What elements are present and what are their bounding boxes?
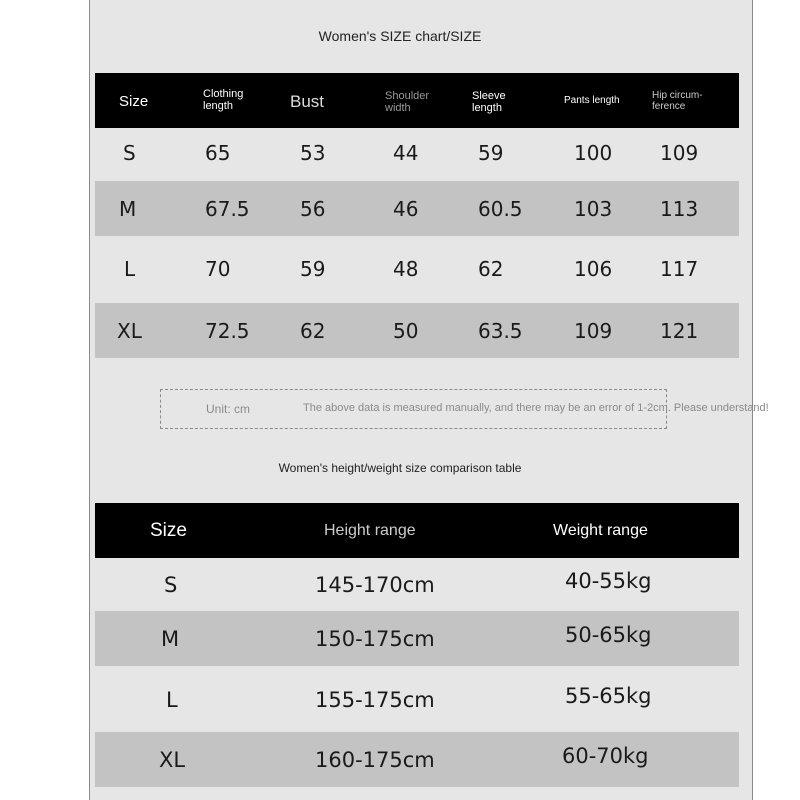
header-sleeve-length [472,91,506,114]
header-hip-circumference [652,91,703,112]
cell-hip: 109 [660,140,699,165]
table-row [95,241,739,296]
cell-pants: 100 [574,140,613,165]
cell-shoulder: 50 [393,318,419,343]
header-weight-range: Weight range [553,521,648,539]
cell-sleeve: 62 [478,256,504,281]
unit-label: Unit: cm [206,402,251,416]
height-chart-title: Women's height/weight size comparison table [278,461,522,475]
table-row [95,672,739,727]
header-height-range: Height range [324,521,416,539]
cell-hip: 113 [660,196,699,221]
cell-clothing: 72.5 [205,318,250,343]
cell-size: XL [159,747,186,772]
cell-size: L [124,256,136,281]
cell-clothing: 67.5 [205,196,250,221]
header-clothing-length [203,89,243,112]
cell-weight: 50-65kg [565,622,652,647]
header-shoulder-width [385,91,429,114]
cell-shoulder: 44 [393,140,419,165]
cell-bust: 59 [300,256,326,281]
header-clothing-line2: length [203,99,233,112]
cell-pants: 106 [574,256,613,281]
cell-shoulder: 48 [393,256,419,281]
header-size: Size [150,519,187,541]
cell-sleeve: 60.5 [478,196,523,221]
table-row [95,303,739,358]
cell-clothing: 70 [205,256,231,281]
table-row [95,557,739,612]
cell-height: 145-170cm [315,572,435,597]
cell-hip: 121 [660,318,699,343]
cell-bust: 53 [300,140,326,165]
header-pants-length: Pants length [564,95,620,106]
header-hip-line2: ference [652,100,686,112]
cell-size: L [166,687,178,712]
cell-height: 160-175cm [315,747,435,772]
header-clothing-line1: Clothing [203,88,244,100]
table-row [95,125,739,180]
cell-shoulder: 46 [393,196,419,221]
cell-weight: 40-55kg [565,568,652,593]
measurement-note: The above data is measured manually, and there may be an error of 1-2cm. Please understand! [303,402,769,414]
cell-weight: 55-65kg [565,683,652,708]
cell-hip: 117 [660,256,699,281]
height-chart-header [95,503,739,558]
header-sleeve-line2: length [472,101,502,114]
size-chart-title: Women's SIZE chart/SIZE [318,28,482,44]
cell-weight: 60-70kg [562,743,649,768]
header-bust: Bust [290,92,325,111]
cell-bust: 62 [300,318,326,343]
cell-height: 150-175cm [315,626,435,651]
table-row [95,611,739,666]
cell-size: M [119,196,137,221]
cell-sleeve: 59 [478,140,504,165]
header-size: Size [119,93,149,110]
table-row [95,181,739,236]
cell-size: S [123,140,136,165]
cell-size: S [164,572,178,597]
table-row [95,732,739,787]
cell-clothing: 65 [205,140,231,165]
header-shoulder-line2: width [385,101,411,114]
size-chart-header [95,73,739,128]
cell-pants: 103 [574,196,613,221]
cell-height: 155-175cm [315,687,435,712]
header-sleeve-line1: Sleeve [472,90,506,102]
cell-sleeve: 63.5 [478,318,523,343]
cell-size: XL [117,318,142,343]
cell-pants: 109 [574,318,613,343]
header-shoulder-line1: Shoulder [385,90,430,102]
cell-bust: 56 [300,196,326,221]
cell-size: M [161,626,180,651]
header-hip-line1: Hip circum- [652,90,703,101]
